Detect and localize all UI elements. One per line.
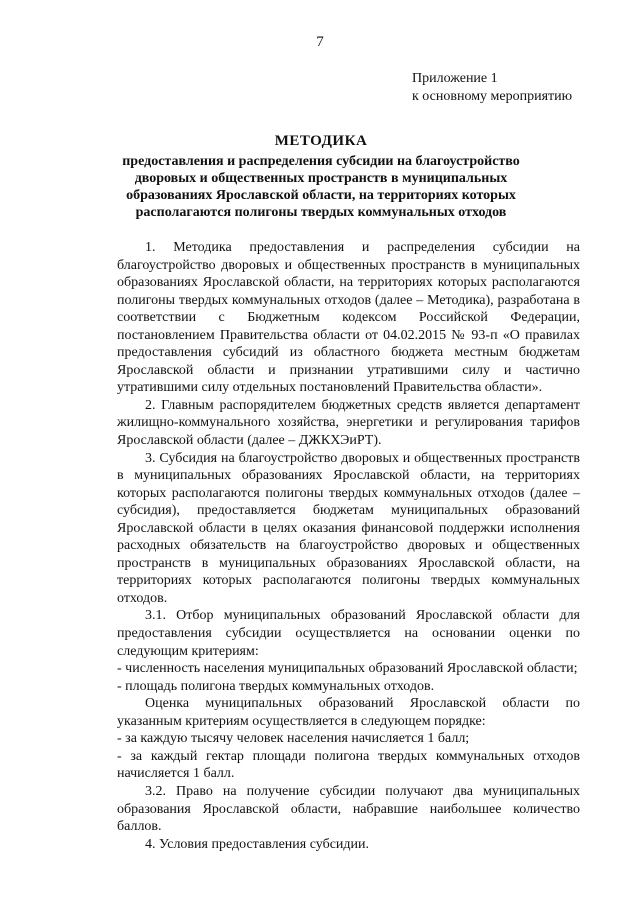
paragraph-3: 3. Субсидия на благоустройство дворовых и общественных пространств в муниципальных образованиях Ярославской области, на территориях которых располагаются полигоны твердых коммунальных отходов (далее – субсидия), предоставляется бюджетам муниципальных образований Ярославской области в целях оказания финансовой поддержки исполнения расходных обязательств на благоустройство дворовых и общественных пространств в муниципальных образованиях Ярославской области, на территориях которых располагаются полигоны твердых коммунальных отходов. <box>117 450 580 606</box>
appendix-line-2: к основному мероприятию <box>412 89 573 104</box>
document-body <box>117 239 580 853</box>
criterion-landfill-area: - площадь полигона твердых коммунальных отходов. <box>117 678 435 694</box>
paragraph-3-1: 3.1. Отбор муниципальных образований Ярославской области для предоставления субсидии осуществляется на основании оценки по следующим критериям: <box>117 608 580 659</box>
paragraph-4: 4. Условия предоставления субсидии. <box>145 836 370 852</box>
document-title: МЕТОДИКА <box>274 133 368 149</box>
scoring-population: - за каждую тысячу человек населения начисляется 1 балл; <box>117 731 470 747</box>
appendix-note <box>412 70 572 106</box>
document-subtitle: предоставления и распределения субсидии на благоустройство дворовых и общественных пространств в муниципальных образованиях Ярославской области, на территориях которых располагаются полигоны твердых коммунальных отходов <box>122 154 520 220</box>
paragraph-1: 1. Методика предоставления и распределения субсидии на благоустройство дворовых и общественных пространств в муниципальных образованиях Ярославской области, на территориях которых располагаются полигоны твердых коммунальных отходов (далее – Методика), разработана в соответствии с Бюджетным кодексом Российской Федерации, постановлением Правительства области от 04.02.2015 № 93-п «О правилах предоставления субсидий из областного бюджета местным бюджетам Ярославской области и признании утратившими силу и частично утратившими силу отдельных постановлений Правительства области». <box>117 240 580 396</box>
scoring-landfill: - за каждый гектар площади полигона твердых коммунальных отходов начисляется 1 балл. <box>117 748 580 782</box>
appendix-line-1: Приложение 1 <box>412 71 498 86</box>
document-title-block <box>105 133 537 221</box>
paragraph-2: 2. Главным распорядителем бюджетных средств является департамент жилищно-коммунального хозяйства, энергетики и регулирования тарифов Ярославской области (далее – ДЖКХЭиРТ). <box>117 397 580 449</box>
criterion-population: - численность населения муниципальных образований Ярославской области; <box>117 661 578 677</box>
paragraph-3-2: 3.2. Право на получение субсидии получают два муниципальных образования Ярославской области, набравшие наибольшее количество баллов. <box>117 783 580 835</box>
paragraph-evaluation: Оценка муниципальных образований Ярославской области по указанным критериям осуществляется в следующем порядке: <box>117 696 580 729</box>
page-number: 7 <box>316 34 324 50</box>
